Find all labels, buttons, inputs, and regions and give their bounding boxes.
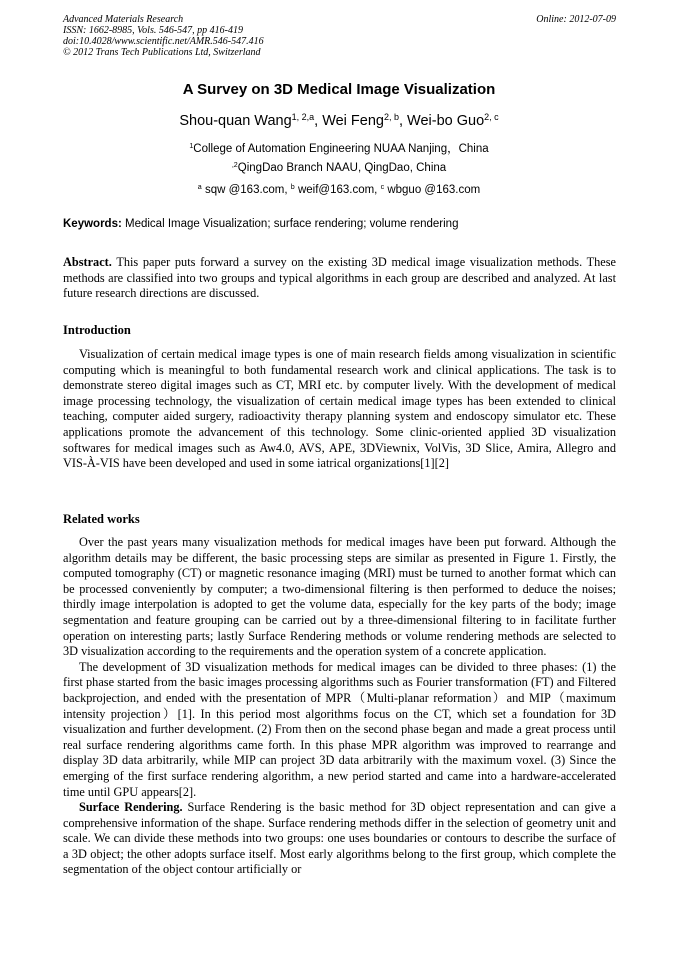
affiliation-text: QingDao Branch NAAU, QingDao, China — [237, 162, 447, 174]
keywords-text: Medical Image Visualization; surface rendering; volume rendering — [121, 218, 459, 230]
affiliation-sup: ,2 — [231, 161, 238, 170]
author-sup: 2, b — [384, 112, 399, 123]
author-sup: 1, 2,a — [291, 112, 315, 123]
abstract — [63, 255, 616, 302]
email-link[interactable]: weif@163.com, — [294, 184, 381, 196]
section-heading-introduction: Introduction — [63, 323, 131, 337]
copyright-line: © 2012 Trans Tech Publications Ltd, Switzerland — [63, 47, 261, 58]
email-sup: a — [197, 183, 202, 192]
paragraph: Visualization of certain medical image types is one of main research fields among visualization in scientific computing which is meaningful to both fundamental research work and clinical applications. The task is to demonstrate stereo digital images such as CT, MRI etc. by computer lively. With the development of medical image processing technology, the visualization of certain medical image types has been extended to clinical teaching, computer aided surgery, radioactivity therapy planning system and endoscopy simulator etc. These applications promote the advancement of this technology. Some clinic-oriented applied 3D visualization softwares for medical images such as Aw4.0, AVS, APE, 3DViewnix, VolVis, 3D Slice, Amira, Allegro and VIS-À-VIS have been developed and used in some iatrical organizations[1][2] — [63, 347, 616, 471]
section-heading-related-works: Related works — [63, 512, 140, 526]
abstract-text: This paper puts forward a survey on the existing 3D medical image visualization methods. These methods are classified into two groups and typical algorithms in each group are described and analyzed. At last future research directions are discussed. — [63, 255, 616, 301]
affiliation-sup: 1 — [189, 142, 194, 151]
email-sup: b — [290, 183, 295, 192]
paragraph: Over the past years many visualization methods for medical images have been put forward. Although the algorithm details may be different, the basic processing steps are similar as presented in Figure 1. Firstly, the computed tomography (CT) or magnetic resonance imaging (MRI) must be turned to another format which can be processed conveniently by computer; a two-dimensional filtering is then performed to deduce the noises; thirdly image interpolation is adopted to get the volume data, especially for the key parts of the body; image segmentation and feature grouping can be carried out by a three-dimensional filtering to in facilitate further operation on interesting parts; lastly Surface Rendering methods or volume rendering methods are selected to 3D visualization according to the requirements and the operation system of a concrete application. — [63, 535, 616, 659]
author-name: Shou-quan Wang — [179, 113, 292, 129]
introduction-body — [63, 347, 616, 472]
author-sup: 2, c — [484, 112, 499, 123]
paragraph: The development of 3D visualization methods for medical images can be divided to three phases: (1) the first phase started from the basic images processing algorithms such as Fourier transformation (FT) and Filtered backprojection, and ended with the presentation of MPR（Multi-planar reformation）and MIP（maximum intensity projection）[1]. In this period most algorithms focus on the CT, which set a foundation for 3D visualization and further development. (2) From then on the second phase began and made a great process until real surface rendering algorithms came forth. In this phase MPR algorithm was improved to rearrange and display 3D data arbitrarily, while MIP can project 3D data arbitrarily with the maximum voxel. (3) Since the emerging of the first surface rendering algorithm, a new period started and came into a hardware-accelerated time until GPU appears[2]. — [63, 659, 616, 799]
issn-line: ISSN: 1662-8985, Vols. 546-547, pp 416-419 — [63, 25, 243, 36]
doi-line: doi:10.4028/www.scientific.net/AMR.546-547.416 — [63, 36, 264, 47]
keywords-label: Keywords: — [63, 218, 122, 230]
affiliation-2 — [0, 162, 678, 174]
paper-title: A Survey on 3D Medical Image Visualization — [182, 81, 496, 98]
author-emails — [0, 184, 678, 196]
email-sup: c — [380, 183, 385, 192]
affiliation-text: College of Automation Engineering NUAA Nanjing，China — [193, 143, 489, 155]
author-name: , Wei Feng — [314, 113, 384, 129]
paragraph-surface-rendering — [63, 800, 616, 878]
paragraph-run-in-heading: Surface Rendering. — [79, 800, 183, 815]
email-link[interactable]: wbguo @163.com — [384, 184, 481, 196]
journal-header — [63, 14, 616, 58]
journal-name: Advanced Materials Research — [63, 14, 184, 25]
author-name: , Wei-bo Guo — [399, 113, 485, 129]
affiliation-1 — [0, 140, 678, 156]
keywords — [63, 218, 618, 230]
related-works-body — [63, 535, 616, 878]
online-date: Online: 2012-07-09 — [536, 14, 616, 25]
abstract-label: Abstract. — [63, 255, 112, 269]
author-list — [0, 113, 678, 129]
paragraph-text: Surface Rendering is the basic method for 3D object representation and can give a comprehensive information of the shape. Surface rendering methods differ in the selection of geometry unit and scale. We can divide these methods into two groups: one uses boundaries or contours to describe the surface of a 3D object; the other adopts surface itself. Most early algorithms belong to the first group, which complete the segmentation of the object contour artificially or — [63, 800, 617, 877]
email-link[interactable]: sqw @163.com, — [201, 184, 291, 196]
